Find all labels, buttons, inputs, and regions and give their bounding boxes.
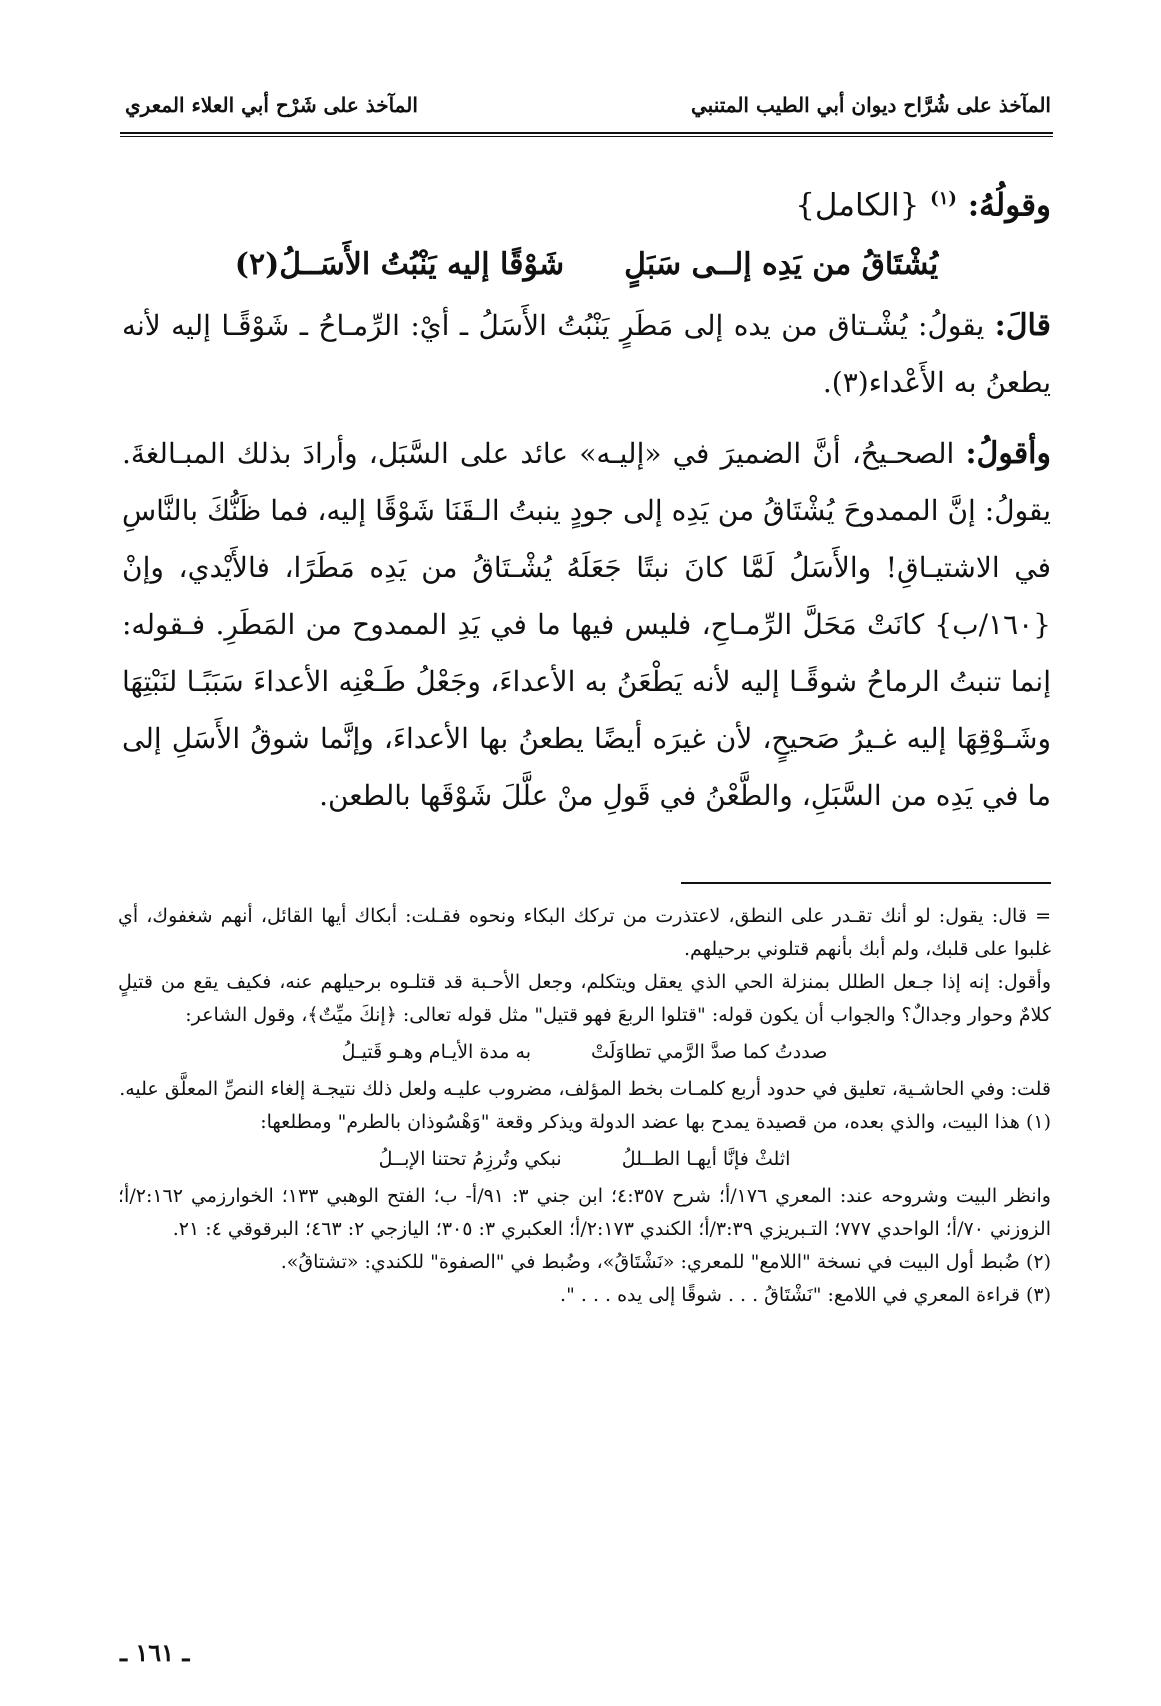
page-number: ـ ١٦١ ـ	[120, 1638, 190, 1667]
footnote-1-verse-first: اثلثْ فإنَّا أيهـا الطــللُ	[621, 1148, 791, 1170]
running-header-left: المآخذ على شَرْح أبي العلاء المعري	[125, 93, 418, 117]
aqul-paragraph	[122, 425, 1051, 824]
footnote-1-verse-second: نبكي وتُرزِمُ تحتنا الإبــلُ	[378, 1148, 562, 1170]
poem-verse	[122, 241, 1051, 289]
main-text	[122, 175, 1051, 824]
verse-second-hemistich: شَوْقًا إليه يَنْبُتُ الأَسَــلُ(٢)	[234, 247, 565, 283]
footnote-1-verse	[118, 1143, 1051, 1176]
footnote-verse	[118, 1036, 1051, 1069]
aqul-text: الصحـيحُ، أنَّ الضميرَ في «إليـه» عائد على السَّبَل، وأرادَ بذلك المبـالغةَ. يقولُ: إنَّ الممدوحَ يُشْتَاقُ من يَدِه إلى جودٍ ينبتُ الـقَنَا شَوْقًا إليه، فما ظَنُّكَ بالنَّاسِ في الاشتيـاقِ! والأَسَلُ لَمَّا كانَ نبتًا جَعَلَهُ يُشْـتَاقُ من يَدِه مَطَرًا، فالأَيْدي، وإنْ {١٦٠/ب} كانَتْ مَحَلَّ الرِّمـاحِ، فليس فيها ما في يَدِ الممدوح من المَطَرِ. فـقوله: إنما تنبتُ الرماحُ شوقًـا إليه لأنه يَطْعَنُ به الأعداءَ، وجَعْلُ طَـعْنِه الأعداءَ سَبَبًـا لنَبْتِهَا وشَـوْقِهَا إليه غـيرُ صَحيحٍ، لأن غيرَه أيضًا يطعنُ بها الأعداءَ، وإنَّما شوقُ الأَسَلِ إلى ما في يَدِه من السَّبَلِ، والطَّعْنُ في قَولِ منْ علَّلَ شَوْقَها بالطعن.	[122, 437, 1051, 813]
footnote-2: (٢) ضُبط أول البيت في نسخة "اللامع" للمعري: «نَشْتَاقُ»، وضُبط في "الصفوة" للكندي: «تشتاقُ».	[280, 1251, 1051, 1273]
qala-text: يقولُ: يُشْـتاق من يده إلى مَطَرٍ يَنْبُتُ الأَسَلُ ـ أيْ: الرِّمـاحُ ـ شَوْقًـا إليه لأنه يطعنُ به الأَعْداء(٣).	[122, 309, 1051, 400]
footnote-verse-second: به مدة الأيـام وهـو قَتيـلُ	[341, 1041, 531, 1063]
footnote-verse-first: صددتُ كما صدَّ الرَّمي تطاوَلَتْ	[590, 1041, 828, 1063]
qala-paragraph	[122, 297, 1051, 411]
footnote-continuation: = قال: يقول: لو أنك تقـدر على النطق، لاعتذرت من تركك البكاء ونحوه فقـلت: أبكاك أيها القائل، أنهم شغفوك، أي غلبوا على قلبك، ولم أبك بأنهم قتلوني برحيلهم.	[118, 905, 1051, 960]
footnote-3: (٣) قراءة المعري في اللامع: "نَشْتَاقُ . . . شوقًا إلى يده . . . ".	[560, 1284, 1051, 1306]
footnote-qult: قلت: وفي الحاشـية، تعليق في حدود أربع كلمـات بخط المؤلف، مضروب عليـه ولعل ذلك نتيجـة إلغاء النصِّ المعلَّق عليه.	[119, 1078, 1051, 1100]
verse-first-hemistich: يُشْتَاقُ من يَدِه إلــى سَبَلٍ	[624, 247, 939, 283]
header-rule-thin	[120, 136, 1053, 137]
intro-footnote-ref: (١)	[930, 188, 957, 209]
aqul-label: وأقولُ:	[965, 436, 1051, 472]
intro-label: وقولُهُ:	[967, 187, 1051, 224]
footnote-aqul: وأقول: إنه إذا جـعل الطلل بمنزلة الحي الذي يعقل ويتكلم، وجعل الأحـبة قد قتلـوه برحيلهم عنه، فكيف يقع من قتيلٍ كلامٌ وحوار وجدالٌ؟ والجواب أن يكون قوله: "قتلوا الربعَ فهو قتيل" مثل قوله تعالى: ﴿إنكَ ميِّتٌ﴾، وقول الشاعر:	[118, 971, 1051, 1026]
running-header-right: المآخذ على شُرَّاح ديوان أبي الطيب المتنبي	[691, 93, 1051, 117]
verse-intro	[122, 175, 1051, 229]
footnote-1-references: وانظر البيت وشروحه عند: المعري ١٧٦/أ؛ شرح ٤:٣٥٧؛ ابن جني ٣: ٩١/أ- ب؛ الفتح الوهبي ١٣٣؛ الخوارزمي ٢:١٦٢/أ؛ الزوزني ٧٠/أ؛ الواحدي ٧٧٧؛ التـبريزي ٣:٣٩/أ؛ الكندي ٢:١٧٣/أ؛ العكبري ٣: ٣٠٥؛ اليازجي ٢: ٤٦٣؛ البرقوقي ٤: ٢١.	[118, 1185, 1051, 1240]
footnote-1: (١) هذا البيت، والذي بعده، من قصيدة يمدح بها عضد الدولة ويذكر وقعة "وَهْسُوذان بالطرم" ومطلعها:	[260, 1111, 1051, 1133]
qala-label: قالَ:	[994, 308, 1052, 344]
header-rule	[120, 132, 1053, 134]
meter-name: {الكامل}	[795, 187, 920, 224]
footnote-rule	[681, 882, 1051, 884]
footnotes	[118, 900, 1051, 1312]
